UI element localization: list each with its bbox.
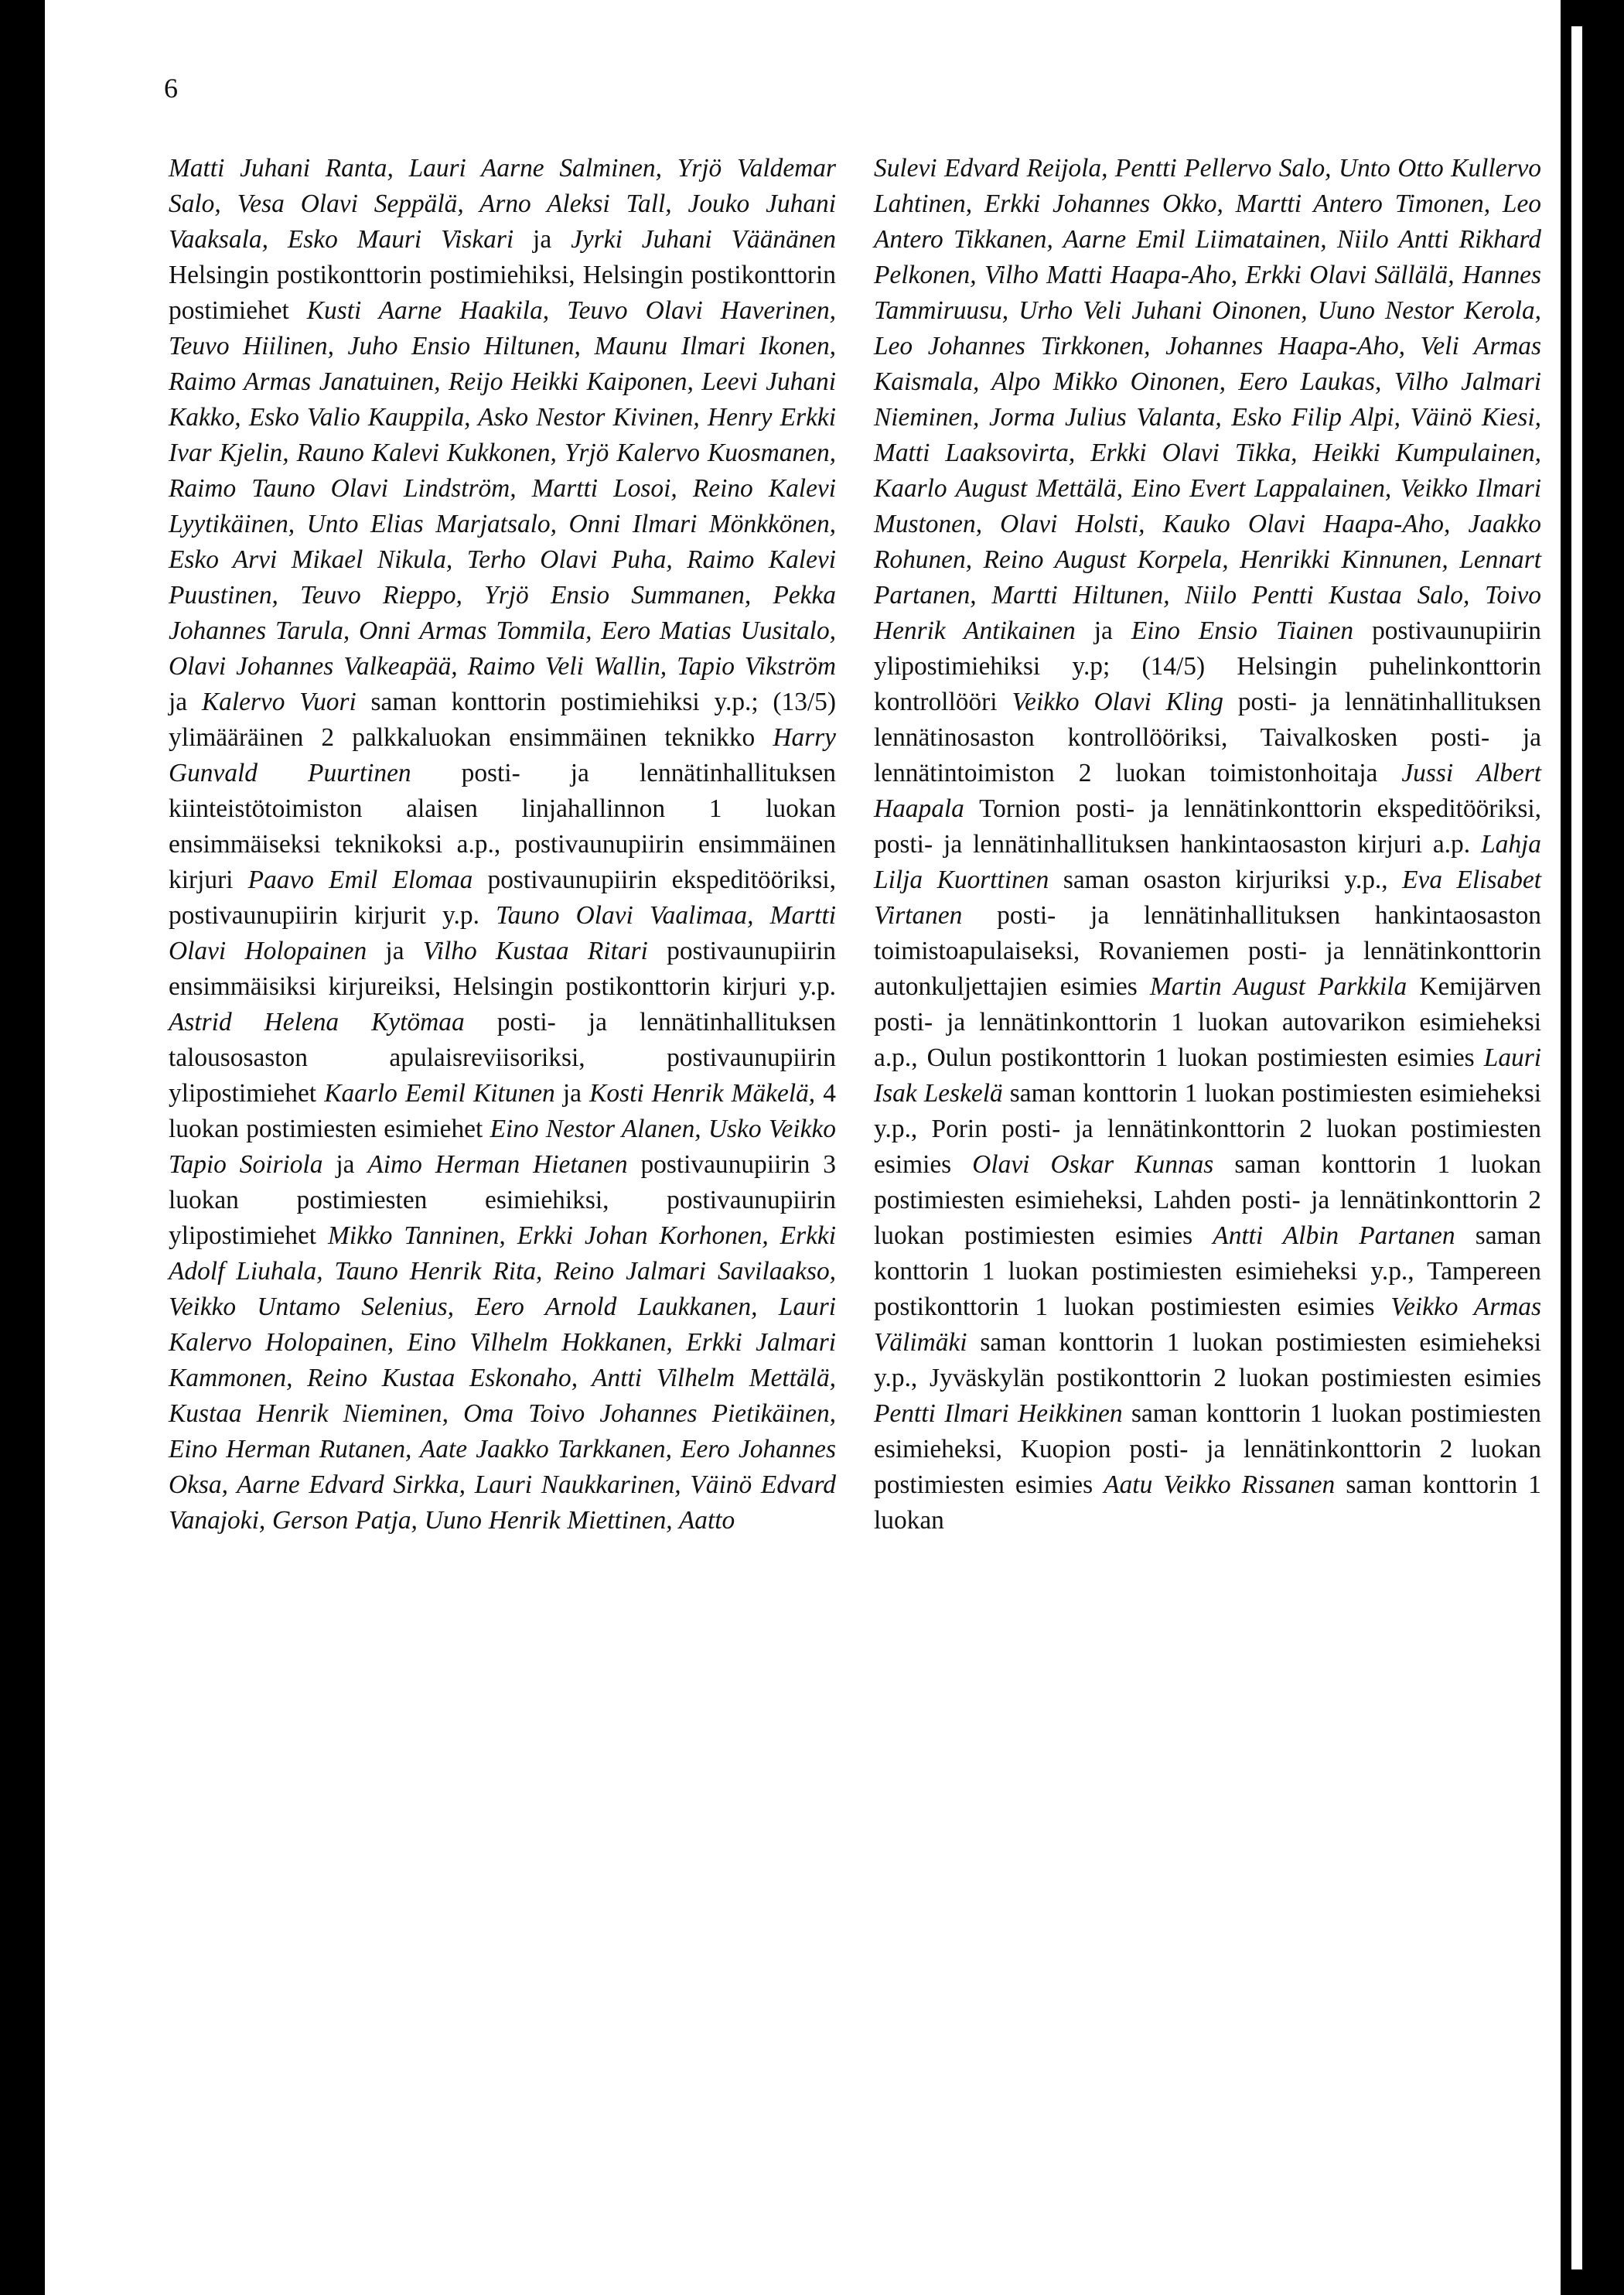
text-run: Helsingin postikonttorin postimiehiksi, Helsingin postikonttorin postimiehet xyxy=(169,261,836,325)
paragraph xyxy=(169,151,836,1539)
text-column-left xyxy=(169,151,836,1539)
text-run: 4 luokan postimiesten esimiehet xyxy=(169,1079,836,1143)
italic-name-run: Paavo Emil Elomaa xyxy=(247,866,473,894)
italic-name-run: Kusti Aarne Haakila, Teuvo Olavi Haverinen, Teuvo Hiilinen, Juho Ensio Hiltunen, Maunu Ilmari Ikonen, Raimo Armas Janatuinen, Reijo Heikki Kaiponen, Leevi Juhani Kakko, Esko Valio Kauppila, Asko Nestor Kivinen, Henry Erkki Ivar Kjelin, Rauno Kalevi Kukkonen, Yrjö Kalervo Kuosmanen, Raimo Tauno Olavi Lindström, Martti Losoi, Reino Kalevi Lyytikäinen, Unto Elias Marjatsalo, Onni Ilmari Mönkkönen, Esko Arvi Mikael Nikula, Terho Olavi Puha, Raimo Kalevi Puustinen, Teuvo Rieppo, Yrjö Ensio Summanen, Pekka Johannes Tarula, Onni Armas Tommila, Eero Matias Uusitalo, Olavi Johannes Valkeapää, Raimo Veli Wallin, Tapio Vikström xyxy=(169,296,836,681)
italic-name-run: Veikko Armas Välimäki xyxy=(874,1293,1541,1357)
italic-name-run: Antti Albin Partanen xyxy=(1213,1221,1455,1250)
italic-name-run: Eva Elisabet Virtanen xyxy=(874,866,1541,930)
text-run: postivaunupiirin 3 luokan postimiesten esimiehiksi, postivaunupiirin ylipostimiehet xyxy=(169,1150,836,1250)
italic-name-run: Vilho Kustaa Ritari xyxy=(422,937,648,965)
italic-name-run: Pentti Ilmari Heikkinen xyxy=(874,1399,1123,1428)
text-run: saman konttorin 1 luokan postimiesten esimieheksi, Kuopion posti- ja lennätinkonttorin 2 luokan postimiesten esimies xyxy=(874,1399,1541,1499)
italic-name-run: Matti Juhani Ranta, Lauri Aarne Salminen, Yrjö Valdemar Salo, Vesa Olavi Seppälä, Arno Aleksi Tall, Jouko Juhani Vaaksala, Esko Mauri Viskari xyxy=(169,154,836,254)
text-run: posti- ja lennätinhallituksen kiinteistötoimiston alaisen linjahallinnon 1 luokan ensimmäiseksi teknikoksi a.p., postivaunupiirin ensimmäinen kirjuri xyxy=(169,759,836,894)
italic-name-run: Harry Gunvald Puurtinen xyxy=(169,723,836,787)
text-run: saman konttorin 1 luokan postimiesten esimieheksi y.p., Porin posti- ja lennätinkonttorin 2 luokan postimiesten esimies xyxy=(874,1079,1541,1179)
text-run: saman konttorin 1 luokan postimiesten esimieheksi y.p., Jyväskylän postikonttorin 2 luokan postimiesten esimies xyxy=(874,1328,1541,1392)
text-column-right xyxy=(874,151,1541,1539)
text-run: saman konttorin 1 luokan postimiesten esimieheksi, Lahden posti- ja lennätinkonttorin 2 luokan postimiesten esimies xyxy=(874,1150,1541,1250)
text-run: ja xyxy=(1075,616,1131,645)
italic-name-run: Martin August Parkkila xyxy=(1149,972,1407,1001)
text-run: saman konttorin postimiehiksi y.p.; (13/5) ylimääräinen 2 palkkaluokan ensimmäinen teknikko xyxy=(169,688,836,752)
italic-name-run: Jyrki Juhani Väänänen xyxy=(571,225,836,254)
text-run: saman konttorin 1 luokan postimiesten esimieheksi y.p., Tampereen postikonttorin 1 luokan postimiesten esimies xyxy=(874,1221,1542,1321)
text-run: posti- ja lennätinhallituksen talousosaston apulaisreviisoriksi, postivaunupiirin ylipostimiehet xyxy=(169,1008,837,1108)
italic-name-run: Mikko Tanninen, Erkki Johan Korhonen, Erkki Adolf Liuhala, Tauno Henrik Rita, Reino Jalmari Savilaakso, Veikko Untamo Selenius, Eero Arnold Laukkanen, Lauri Kalervo Holopainen, Eino Vilhelm Hokkanen, Erkki Jalmari Kammonen, Reino Kustaa Eskonaho, Antti Vilhelm Mettälä, Kustaa Henrik Nieminen, Oma Toivo Johannes Pietikäinen, Eino Herman Rutanen, Aate Jaakko Tarkkanen, Eero Johannes Oksa, Aarne Edvard Sirkka, Lauri Naukkarinen, Väinö Edvard Vanajoki, Gerson Patja, Uuno Henrik Miettinen, Aatto xyxy=(169,1221,836,1535)
italic-name-run: Tauno Olavi Vaalimaa, Martti Olavi Holopainen xyxy=(169,901,836,965)
page-number: 6 xyxy=(164,73,178,104)
italic-name-run: Eino Ensio Tiainen xyxy=(1131,616,1354,645)
italic-name-run: Aimo Herman Hietanen xyxy=(367,1150,628,1179)
text-run: ja xyxy=(169,688,202,716)
italic-name-run: Aatu Veikko Rissanen xyxy=(1104,1470,1336,1499)
italic-name-run: Veikko Olavi Kling xyxy=(1012,688,1223,716)
italic-name-run: Kaarlo Eemil Kitunen xyxy=(324,1079,555,1108)
italic-name-run: Kalervo Vuori xyxy=(201,688,357,716)
text-run: ja xyxy=(513,225,571,254)
text-run: ja xyxy=(367,937,423,965)
text-run: ja xyxy=(554,1079,590,1108)
text-run: saman osaston kirjuriksi y.p., xyxy=(1049,866,1403,894)
text-run: postivaunupiirin ylipostimiehiksi y.p; (14/5) Helsingin puhelinkonttorin kontrollööri xyxy=(874,616,1541,716)
paragraph xyxy=(874,151,1541,1539)
text-run: posti- ja lennätinhallituksen lennätinosaston kontrollööriksi, Taivalkosken posti- ja lennätintoimiston 2 luokan toimistonhoitaja xyxy=(874,688,1541,787)
italic-name-run: Kosti Henrik Mäkelä, xyxy=(589,1079,816,1108)
scan-edge-right-highlight xyxy=(1571,26,1582,2269)
scan-edge-left xyxy=(0,0,45,2295)
italic-name-run: Lauri Isak Leskelä xyxy=(874,1043,1541,1108)
scan-edge-right xyxy=(1561,0,1624,2295)
italic-name-run: Eino Nestor Alanen, Usko Veikko Tapio Soiriola xyxy=(169,1115,836,1179)
text-run: Kemijärven posti- ja lennätinkonttorin 1 luokan autovarikon esimieheksi a.p., Oulun postikonttorin 1 luokan postimiesten esimies xyxy=(874,972,1542,1072)
italic-name-run: Jussi Albert Haapala xyxy=(874,759,1541,823)
italic-name-run: Olavi Oskar Kunnas xyxy=(972,1150,1214,1179)
italic-name-run: Lahja Lilja Kuorttinen xyxy=(874,830,1541,894)
text-run: postivaunupiirin ensimmäisiksi kirjureiksi, Helsingin postikonttorin kirjuri y.p. xyxy=(169,937,836,1001)
italic-name-run: Astrid Helena Kytömaa xyxy=(169,1008,465,1037)
text-run: postivaunupiirin ekspeditööriksi, postivaunupiirin kirjurit y.p. xyxy=(169,866,836,930)
italic-name-run: Sulevi Edvard Reijola, Pentti Pellervo Salo, Unto Otto Kullervo Lahtinen, Erkki Johannes Okko, Martti Antero Timonen, Leo Antero Tikkanen, Aarne Emil Liimatainen, Niilo Antti Rikhard Pelkonen, Vilho Matti Haapa-Aho, Erkki Olavi Sällälä, Hannes Tammiruusu, Urho Veli Juhani Oinonen, Uuno Nestor Kerola, Leo Johannes Tirkkonen, Johannes Haapa-Aho, Veli Armas Kaismala, Alpo Mikko Oinonen, Eero Laukas, Vilho Jalmari Nieminen, Jorma Julius Valanta, Esko Filip Alpi, Väinö Kiesi, Matti Laaksovirta, Erkki Olavi Tikka, Heikki Kumpulainen, Kaarlo August Mettälä, Eino Evert Lappalainen, Veikko Ilmari Mustonen, Olavi Holsti, Kauko Olavi Haapa-Aho, Jaakko Rohunen, Reino August Korpela, Henrikki Kinnunen, Lennart Partanen, Martti Hiltunen, Niilo Pentti Kustaa Salo, Toivo Henrik Antikainen xyxy=(874,154,1541,645)
text-run: Tornion posti- ja lennätinkonttorin ekspeditööriksi, posti- ja lennätinhallituksen hankintaosaston kirjuri a.p. xyxy=(874,794,1541,859)
text-run: posti- ja lennätinhallituksen hankintaosaston toimistoapulaiseksi, Rovaniemen posti- ja lennätinkonttorin autonkuljettajien esimies xyxy=(874,901,1541,1001)
text-run: ja xyxy=(322,1150,368,1179)
text-run: saman konttorin 1 luokan xyxy=(874,1470,1541,1535)
